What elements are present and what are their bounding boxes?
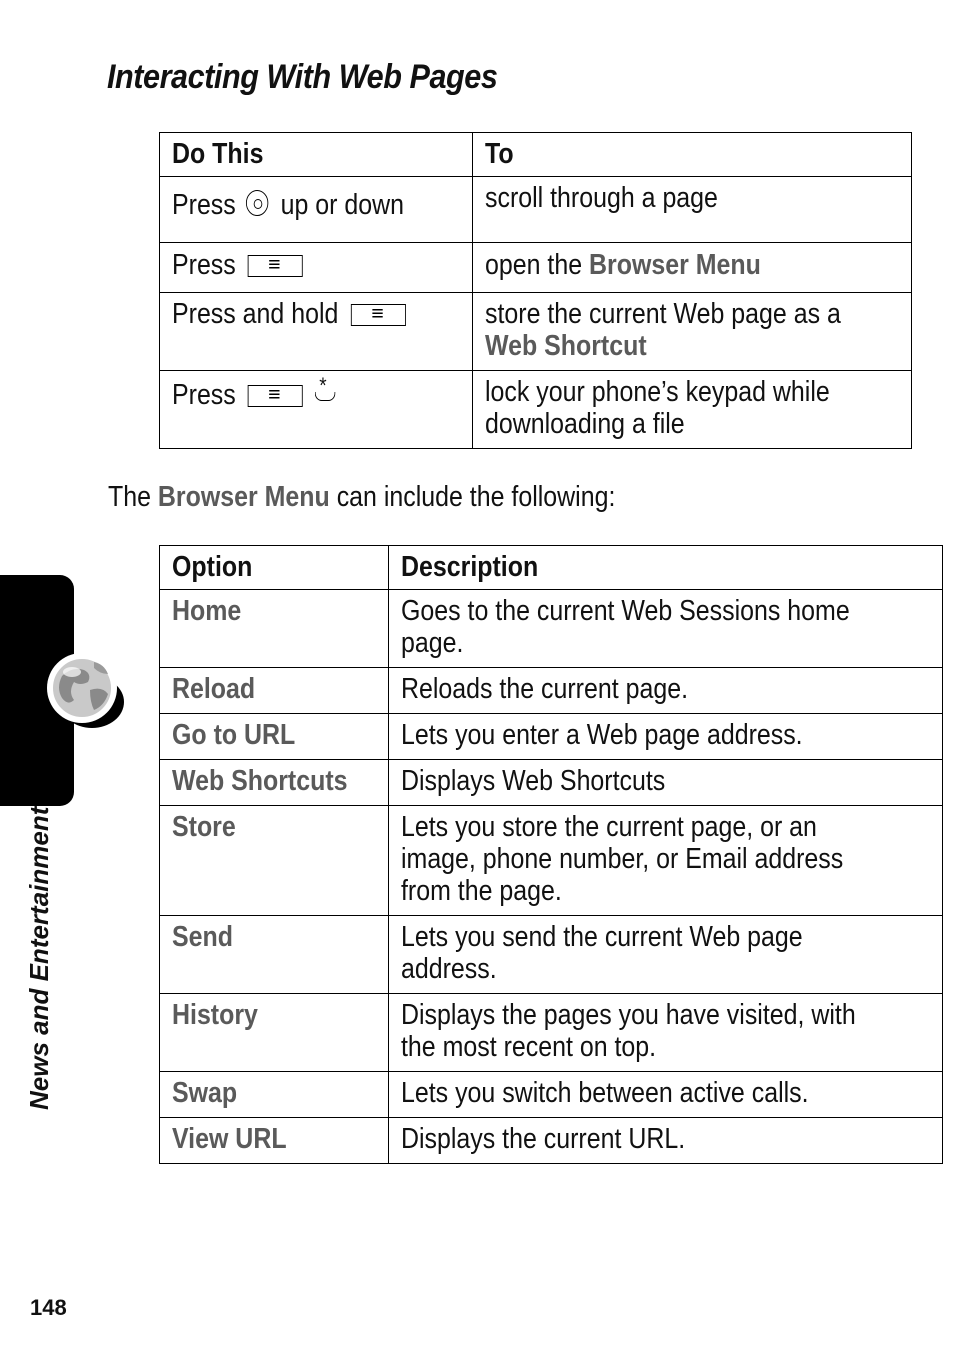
option-name: Reload bbox=[172, 673, 256, 705]
table-row bbox=[160, 1118, 943, 1164]
menu-key-icon bbox=[248, 255, 303, 277]
option-name: Web Shortcuts bbox=[172, 765, 348, 797]
table-row bbox=[160, 177, 912, 243]
intro-sentence bbox=[108, 481, 615, 514]
option-name: Go to URL bbox=[172, 719, 296, 751]
action-text: Press bbox=[172, 189, 236, 221]
menu-key-icon bbox=[350, 304, 405, 326]
option-name: Send bbox=[172, 921, 233, 953]
header-to: To bbox=[485, 138, 514, 170]
intro-text: The bbox=[108, 481, 151, 513]
table-row bbox=[160, 760, 943, 806]
header-option: Option bbox=[172, 551, 253, 583]
description-line: the most recent on top. bbox=[401, 1031, 657, 1063]
description-line: address. bbox=[401, 953, 497, 985]
menu-key-icon bbox=[248, 385, 303, 407]
description-line: from the page. bbox=[401, 875, 562, 907]
result-text: store the current Web page as a bbox=[485, 298, 841, 330]
section-label: News and Entertainment bbox=[24, 806, 54, 1110]
globe-icon bbox=[44, 648, 128, 732]
table-row bbox=[160, 714, 943, 760]
option-name: Swap bbox=[172, 1077, 238, 1109]
table-row bbox=[160, 806, 943, 916]
option-name: History bbox=[172, 999, 258, 1031]
description-line: image, phone number, or Email address bbox=[401, 843, 844, 875]
result-text: downloading a file bbox=[485, 408, 685, 440]
web-shortcut-term: Web Shortcut bbox=[485, 330, 647, 362]
description-line: Lets you send the current Web page bbox=[401, 921, 803, 953]
description-line: Goes to the current Web Sessions home bbox=[401, 595, 850, 627]
star-key-icon: * bbox=[315, 376, 336, 402]
table-row bbox=[160, 1072, 943, 1118]
browser-menu-term: Browser Menu bbox=[157, 481, 330, 513]
options-table bbox=[159, 545, 943, 1164]
table-row bbox=[160, 371, 912, 449]
intro-text: can include the following: bbox=[336, 481, 616, 513]
option-name: Home bbox=[172, 595, 242, 627]
page-number: 148 bbox=[30, 1295, 67, 1320]
table-row bbox=[160, 293, 912, 371]
header-do-this: Do This bbox=[172, 138, 264, 170]
browser-menu-term: Browser Menu bbox=[589, 249, 761, 281]
option-name: View URL bbox=[172, 1123, 287, 1155]
description-line: page. bbox=[401, 627, 464, 659]
result-text: lock your phone’s keypad while bbox=[485, 376, 830, 408]
table-header-row bbox=[160, 133, 912, 177]
action-text: Press and hold bbox=[172, 298, 339, 330]
description-line: Lets you switch between active calls. bbox=[401, 1077, 809, 1109]
table-header-row bbox=[160, 546, 943, 590]
table-row bbox=[160, 668, 943, 714]
nav-key-icon bbox=[246, 190, 268, 216]
header-description: Description bbox=[401, 551, 539, 583]
result-text: scroll through a page bbox=[485, 182, 718, 214]
action-text: Press bbox=[172, 249, 236, 281]
table-row bbox=[160, 243, 912, 293]
description-line: Displays Web Shortcuts bbox=[401, 765, 666, 797]
description-line: Reloads the current page. bbox=[401, 673, 689, 705]
action-text: up or down bbox=[280, 189, 404, 221]
page-title: Interacting With Web Pages bbox=[107, 58, 498, 96]
table-row bbox=[160, 994, 943, 1072]
description-line: Lets you enter a Web page address. bbox=[401, 719, 803, 751]
table-row bbox=[160, 916, 943, 994]
result-text: open the bbox=[485, 249, 583, 281]
description-line: Displays the current URL. bbox=[401, 1123, 686, 1155]
description-line: Lets you store the current page, or an bbox=[401, 811, 818, 843]
action-text: Press bbox=[172, 379, 236, 411]
table-row bbox=[160, 590, 943, 668]
actions-table bbox=[159, 132, 912, 449]
option-name: Store bbox=[172, 811, 236, 843]
description-line: Displays the pages you have visited, with bbox=[401, 999, 856, 1031]
